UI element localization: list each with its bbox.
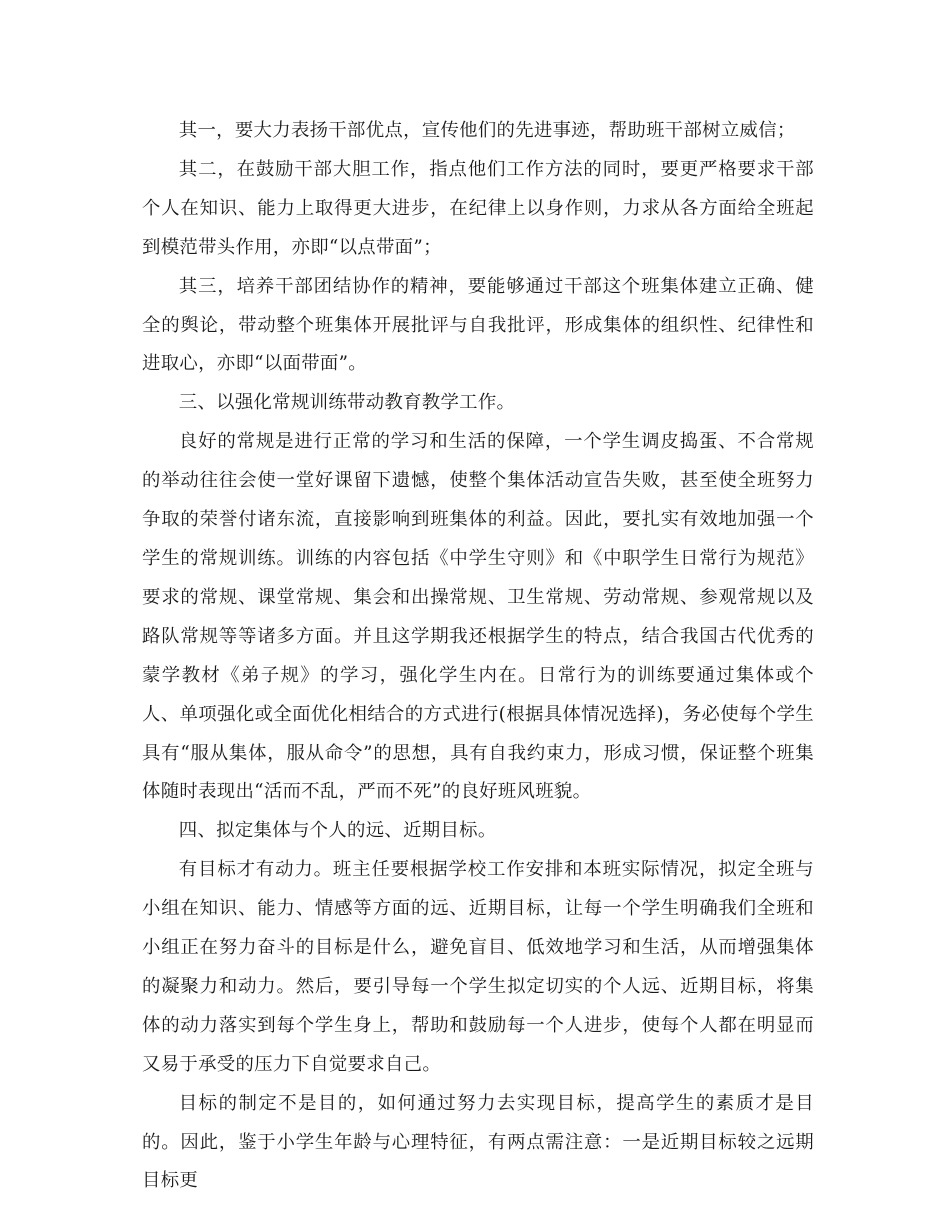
paragraph-cadre-strict-requirements: 其二，在鼓励干部大胆工作，指点他们工作方法的同时，要更严格要求干部个人在知识、能力上取得更大进步，在纪律上以身作则，力求从各方面给全班起到模范带头作用，亦即“以点带面”； (142, 158, 814, 258)
paragraph-cadre-praise: 其一，要大力表扬干部优点，宣传他们的先进事迹，帮助班干部树立威信； (178, 120, 796, 141)
paragraph-cadre-teamwork: 其三，培养干部团结协作的精神，要能够通过干部这个班集体建立正确、健全的舆论，带动整个班集体开展批评与自我批评，形成集体的组织性、纪律性和进取心，亦即“以面带面”。 (142, 275, 814, 375)
paragraph-goals-motivation: 有目标才有动力。班主任要根据学校工作安排和本班实际情况，拟定全班与小组在知识、能力、情感等方面的远、近期目标，让每一个学生明确我们全班和小组正在努力奋斗的目标是什么，避免盲目、低效地学习和生活，从而增强集体的凝聚力和动力。然后，要引导每一个学生拟定切实的个人远、近期目标，将集体的动力落实到每个学生身上，帮助和鼓励每一个人进步，使每个人都在明显而又易于承受的压力下自觉要求自己。 (142, 859, 814, 1075)
section-heading-routine-training: 三、以强化常规训练带动教育教学工作。 (178, 392, 516, 414)
paragraph-goals-purpose: 目标的制定不是目的，如何通过努力去实现目标，提高学生的素质才是目的。因此，鉴于小学生年龄与心理特征，有两点需注意：一是近期目标较之远期目标更 (142, 1092, 814, 1192)
paragraph-routine-training: 良好的常规是进行正常的学习和生活的保障，一个学生调皮捣蛋、不合常规的举动往往会使一堂好课留下遗憾，使整个集体活动宣告失败，甚至使全班努力争取的荣誉付诸东流，直接影响到班集体的利益。因此，要扎实有效地加强一个学生的常规训练。训练的内容包括《中学生守则》和《中职学生日常行为规范》要求的常规、课堂常规、集会和出操常规、卫生常规、劳动常规、参观常规以及路队常规等等诸多方面。并且这学期我还根据学生的特点，结合我国古代优秀的蒙学教材《弟子规》的学习，强化学生内在。日常行为的训练要通过集体或个人、单项强化或全面优化相结合的方式进行(根据具体情况选择)，务必使每个学生具有“服从集体，服从命令”的思想，具有自我约束力，形成习惯，保证整个班集体随时表现出“活而不乱，严而不死”的良好班风班貌。 (142, 431, 814, 803)
section-heading-goals: 四、拟定集体与个人的远、近期目标。 (178, 820, 497, 842)
document-body (142, 112, 814, 1201)
